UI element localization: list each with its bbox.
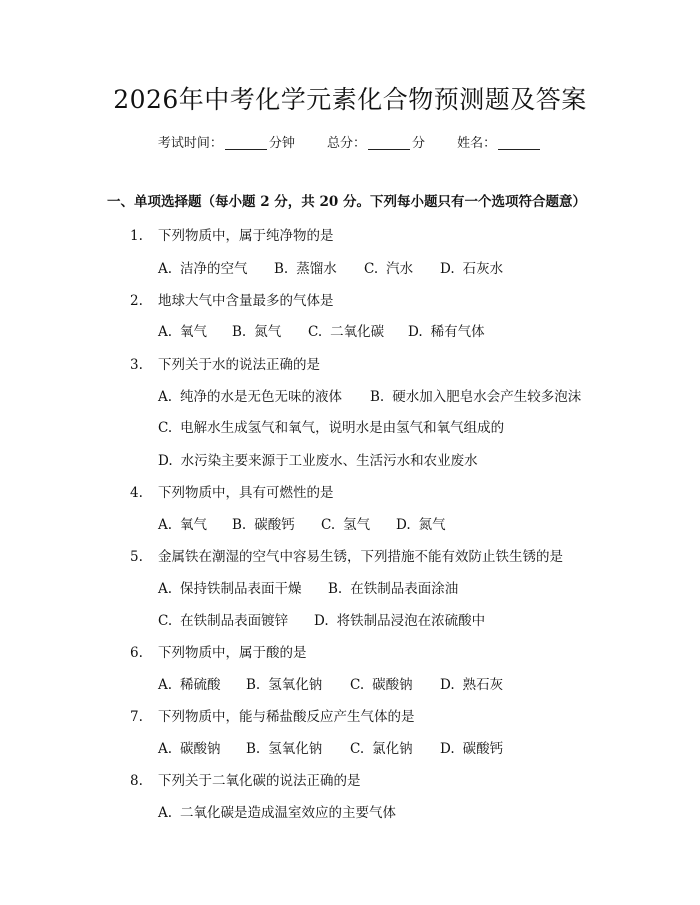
question-3 xyxy=(130,353,320,373)
question-5-options-row2 xyxy=(158,609,485,629)
total-score-blank xyxy=(368,135,410,150)
option: C. 氯化钠 xyxy=(350,741,413,757)
question-5 xyxy=(130,545,563,565)
question-3-options-row2 xyxy=(158,416,504,436)
question-8-options xyxy=(158,801,396,821)
question-text: 下列物质中，属于纯净物的是 xyxy=(158,228,334,244)
question-1-options xyxy=(158,257,503,277)
question-number: 8. xyxy=(130,773,143,789)
question-text: 下列关于水的说法正确的是 xyxy=(158,357,320,373)
option: C. 汽水 xyxy=(364,261,414,277)
question-number: 4. xyxy=(130,485,143,501)
question-text: 下列物质中，能与稀盐酸反应产生气体的是 xyxy=(158,709,415,725)
question-6 xyxy=(130,641,307,661)
question-text: 下列物质中，属于酸的是 xyxy=(158,645,307,661)
section-heading: 一、单项选择题（每小题 2 分，共 20 分。下列每小题只有一个选项符合题意） xyxy=(107,194,586,210)
question-text: 地球大气中含量最多的气体是 xyxy=(158,293,334,309)
option: A. 碳酸钠 xyxy=(158,741,221,757)
option: D. 将铁制品浸泡在浓硫酸中 xyxy=(314,613,486,629)
question-number: 6. xyxy=(130,645,143,661)
question-6-options xyxy=(158,673,503,693)
question-number: 2. xyxy=(130,293,143,309)
option: B. 氢氧化钠 xyxy=(246,677,323,693)
question-3-options-row3 xyxy=(158,449,478,469)
total-score-unit: 分 xyxy=(412,136,426,151)
total-score-label: 总分： xyxy=(326,136,366,151)
option: A. 氧气 xyxy=(158,517,208,533)
option: D. 氮气 xyxy=(396,517,446,533)
option: A. 洁净的空气 xyxy=(158,261,248,277)
option: A. 稀硫酸 xyxy=(158,677,221,693)
page-title: 2026年中考化学元素化合物预测题及答案 xyxy=(113,85,587,114)
option: B. 硬水加入肥皂水会产生较多泡沫 xyxy=(370,389,582,405)
question-2-options xyxy=(158,320,485,340)
option: A. 二氧化碳是造成温室效应的主要气体 xyxy=(158,805,397,821)
exam-meta xyxy=(0,132,700,151)
question-text: 下列物质中，具有可燃性的是 xyxy=(158,485,334,501)
option: D. 水污染主要来源于工业废水、生活污水和农业废水 xyxy=(158,453,478,469)
name-blank xyxy=(498,135,540,150)
exam-time-field xyxy=(158,132,295,151)
option: A. 氧气 xyxy=(158,324,208,340)
option: A. 纯净的水是无色无味的液体 xyxy=(158,389,343,405)
option: B. 碳酸钙 xyxy=(232,517,295,533)
option: C. 氢气 xyxy=(321,517,371,533)
question-8 xyxy=(130,769,361,789)
option: D. 熟石灰 xyxy=(440,677,504,693)
question-7-options xyxy=(158,737,503,757)
question-4-options xyxy=(158,513,446,533)
option: C. 电解水生成氢气和氧气，说明水是由氢气和氧气组成的 xyxy=(158,420,505,436)
question-7 xyxy=(130,705,415,725)
exam-time-unit: 分钟 xyxy=(268,136,295,151)
option: C. 碳酸钠 xyxy=(350,677,413,693)
option: A. 保持铁制品表面干燥 xyxy=(158,581,302,597)
question-text: 金属铁在潮湿的空气中容易生锈，下列措施不能有效防止铁生锈的是 xyxy=(158,549,563,565)
question-2 xyxy=(130,289,334,309)
question-5-options-row1 xyxy=(158,577,458,597)
question-3-options-row1 xyxy=(158,385,581,405)
option: D. 石灰水 xyxy=(440,261,504,277)
option: C. 在铁制品表面镀锌 xyxy=(158,613,289,629)
option: D. 稀有气体 xyxy=(408,324,485,340)
option: B. 蒸馏水 xyxy=(274,261,337,277)
question-text: 下列关于二氧化碳的说法正确的是 xyxy=(158,773,361,789)
name-field xyxy=(457,132,542,151)
option: B. 氮气 xyxy=(232,324,282,340)
question-number: 5. xyxy=(130,549,143,565)
option: D. 碳酸钙 xyxy=(440,741,504,757)
exam-time-blank xyxy=(225,135,267,150)
exam-time-label: 考试时间： xyxy=(157,136,223,151)
question-number: 3. xyxy=(130,357,143,373)
total-score-field xyxy=(327,132,425,151)
question-1 xyxy=(130,224,334,244)
option: C. 二氧化碳 xyxy=(308,324,385,340)
option: B. 氢氧化钠 xyxy=(246,741,323,757)
option: B. 在铁制品表面涂油 xyxy=(328,581,459,597)
question-number: 7. xyxy=(130,709,143,725)
question-4 xyxy=(130,481,334,501)
name-label: 姓名： xyxy=(457,136,497,151)
question-number: 1. xyxy=(130,228,143,244)
